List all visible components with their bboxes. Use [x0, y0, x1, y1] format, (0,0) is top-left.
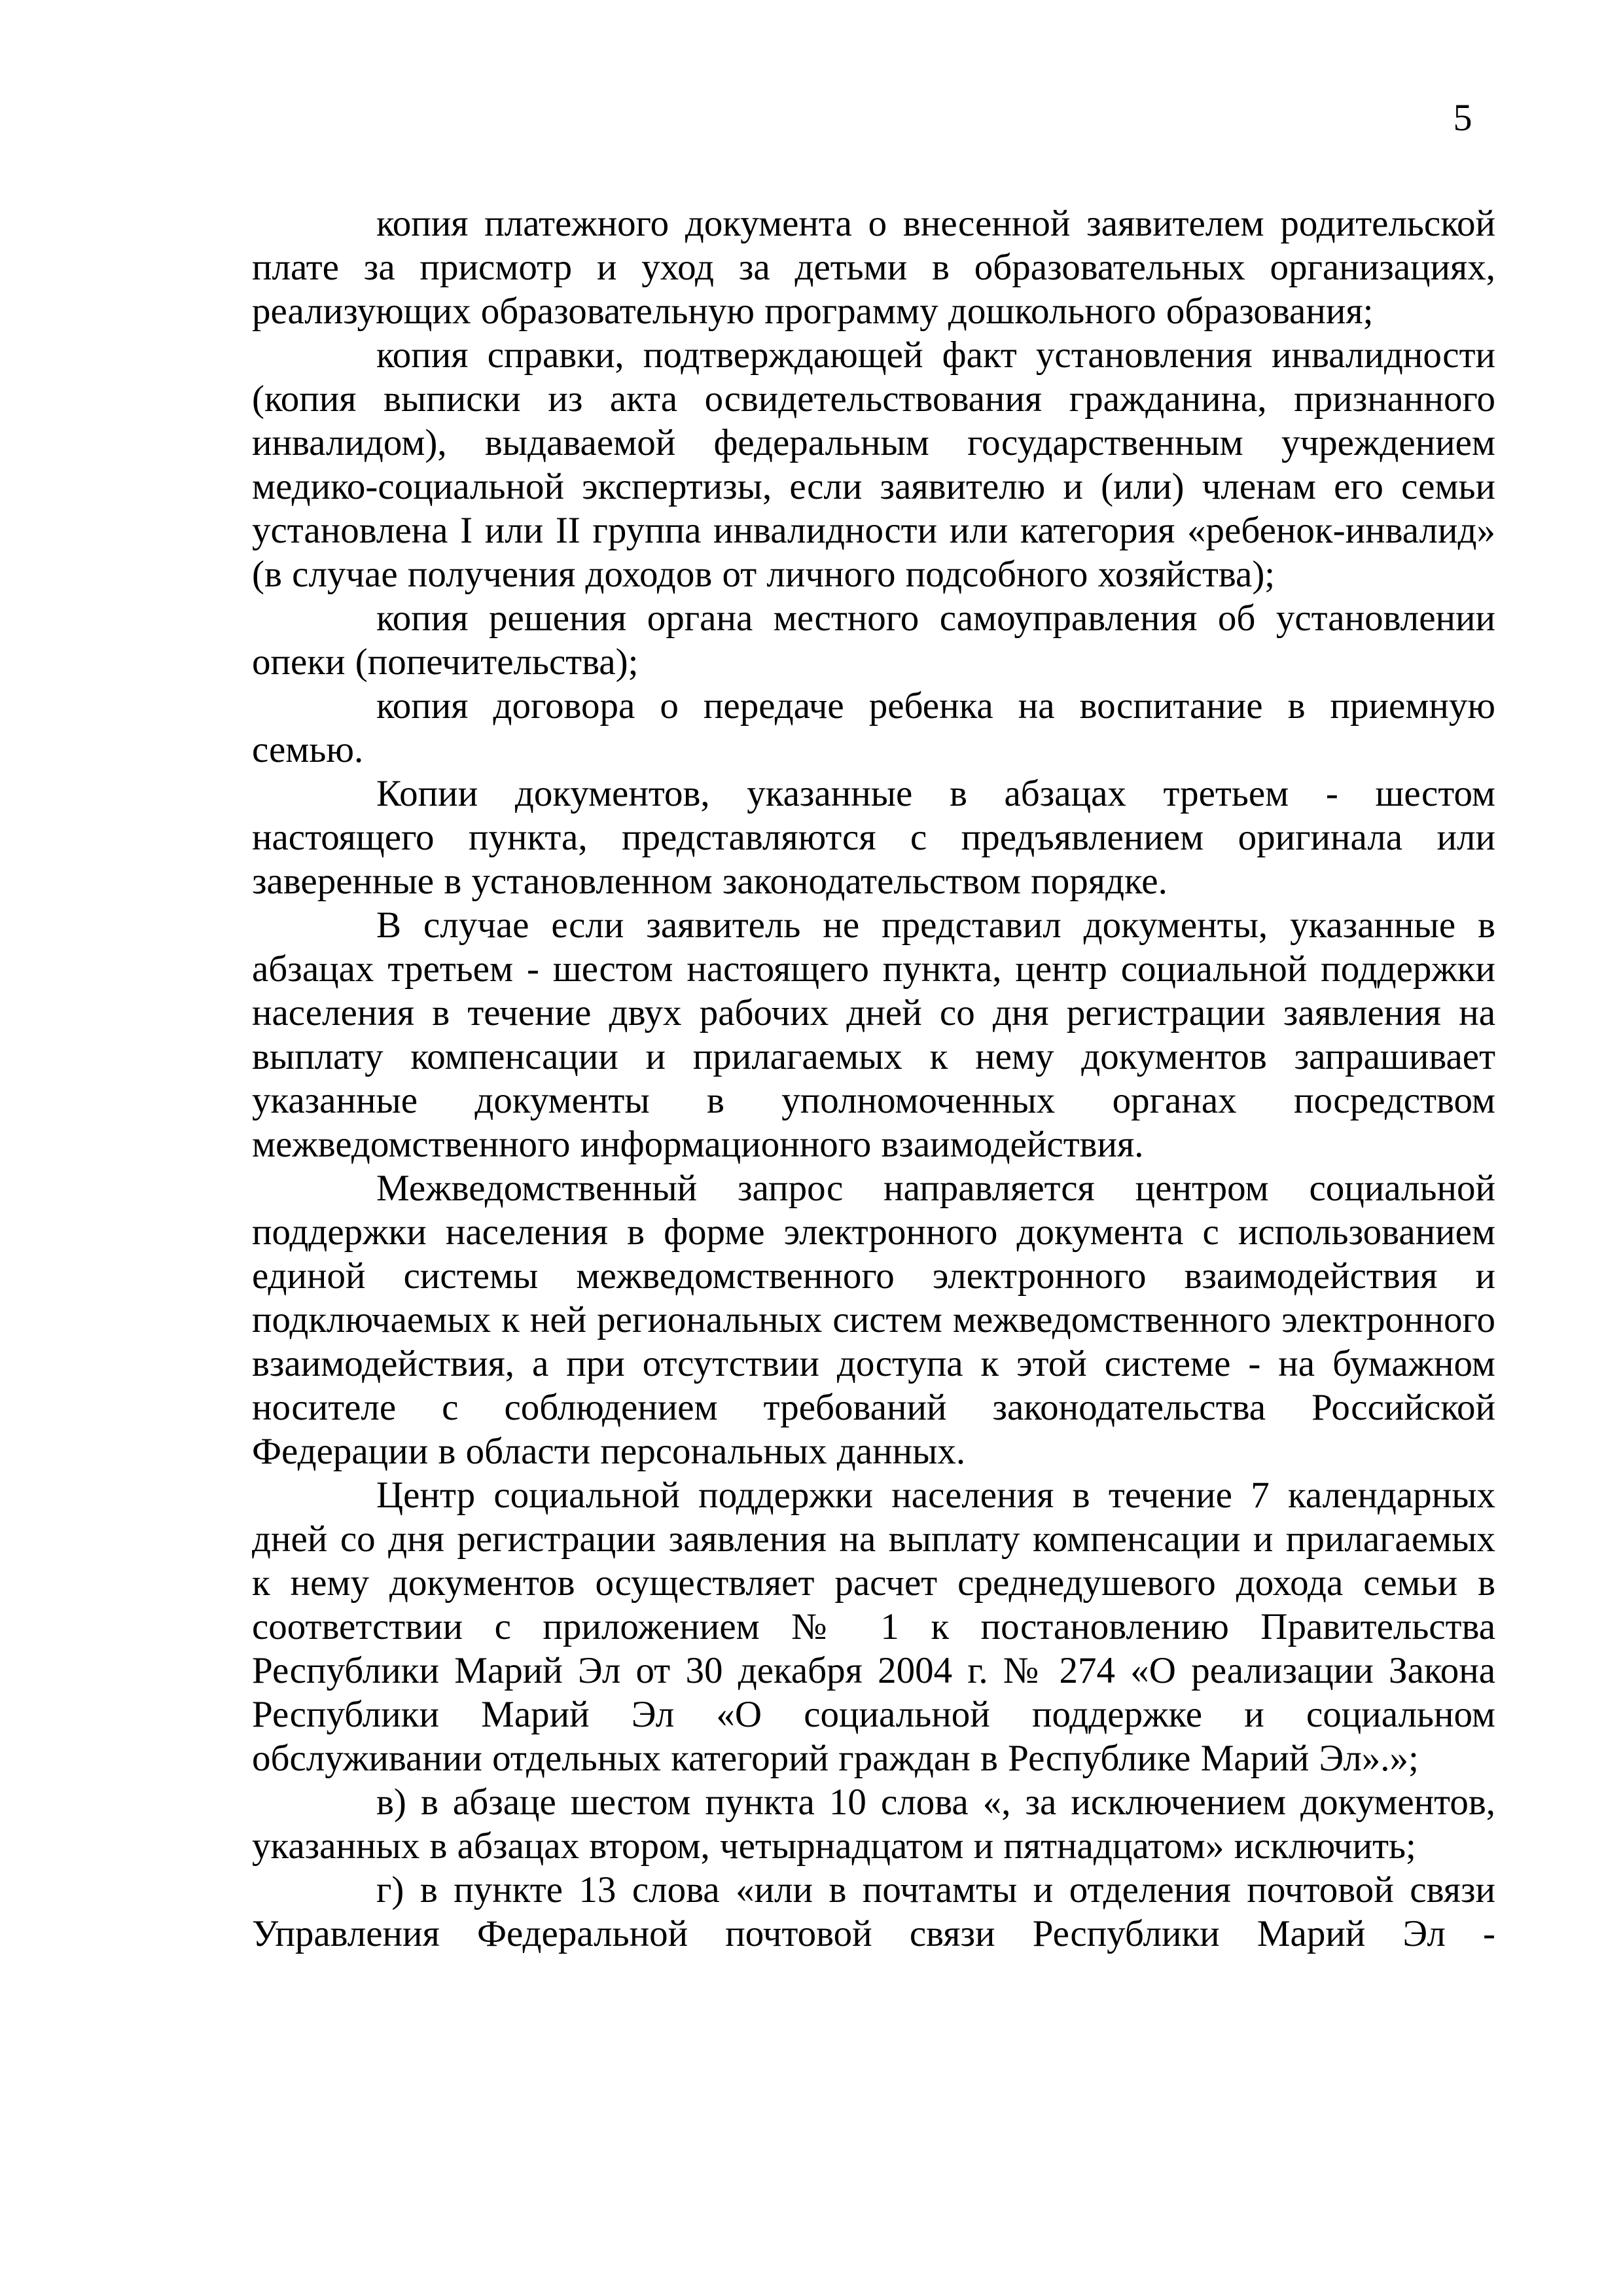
paragraph: копия платежного документа о внесенной заявителем родительской плате за присмотр и уход за детьми в образовательных организациях, реализующих образовательную программу дошкольного образования; [252, 203, 1495, 332]
paragraph: Центр социальной поддержки населения в течение 7 календарных дней со дня регистрации заявления на выплату компенсации и прилагаемых к нему документов осуществляет расчет среднедушевого дохода семьи в соответствии с приложением № 1 к постановлению Правительства Республики Марий Эл от 30 декабря 2004 г. № 274 «О реализации Закона Республики Марий Эл «О социальной поддержке и социальном обслуживании отдельных категорий граждан в Республике Марий Эл».»; [252, 1475, 1495, 1779]
document-body [252, 202, 1495, 1956]
paragraph: Межведомственный запрос направляется центром социальной поддержки населения в форме электронного документа с использованием единой системы межведомственного электронного взаимодействия и подключаемых к ней региональных систем межведомственного электронного взаимодействия, а при отсутствии доступа к этой системе - на бумажном носителе с соблюдением требований законодательства Российской Федерации в области персональных данных. [252, 1168, 1495, 1472]
paragraph: в) в абзаце шестом пункта 10 слова «, за исключением документов, указанных в абзацах втором, четырнадцатом и пятнадцатом» исключить; [252, 1782, 1495, 1867]
page-number: 5 [1453, 96, 1472, 139]
paragraph: копия справки, подтверждающей факт установления инвалидности (копия выписки из акта освидетельствования гражданина, признанного инвалидом), выдаваемой федеральным государственным учреждением медико-социальной экспертизы, если заявителю и (или) членам его семьи установлена I или II группа инвалидности или категория «ребенок-инвалид» (в случае получения доходов от личного подсобного хозяйства); [252, 334, 1495, 595]
paragraph: Копии документов, указанные в абзацах третьем - шестом настоящего пункта, представляются с предъявлением оригинала или заверенные в установленном законодательством порядке. [252, 773, 1495, 902]
paragraph: В случае если заявитель не представил документы, указанные в абзацах третьем - шестом настоящего пункта, центр социальной поддержки населения в течение двух рабочих дней со дня регистрации заявления на выплату компенсации и прилагаемых к нему документов запрашивает указанные документы в уполномоченных органах посредством межведомственного информационного взаимодействия. [252, 905, 1495, 1165]
paragraph: копия решения органа местного самоуправления об установлении опеки (попечительства); [252, 598, 1495, 683]
paragraph: копия договора о передаче ребенка на воспитание в приемную семью. [252, 685, 1495, 770]
paragraph: г) в пункте 13 слова «или в почтамты и отделения почтовой связи Управления Федеральной почтовой связи Республики Марий Эл - [252, 1869, 1495, 1954]
